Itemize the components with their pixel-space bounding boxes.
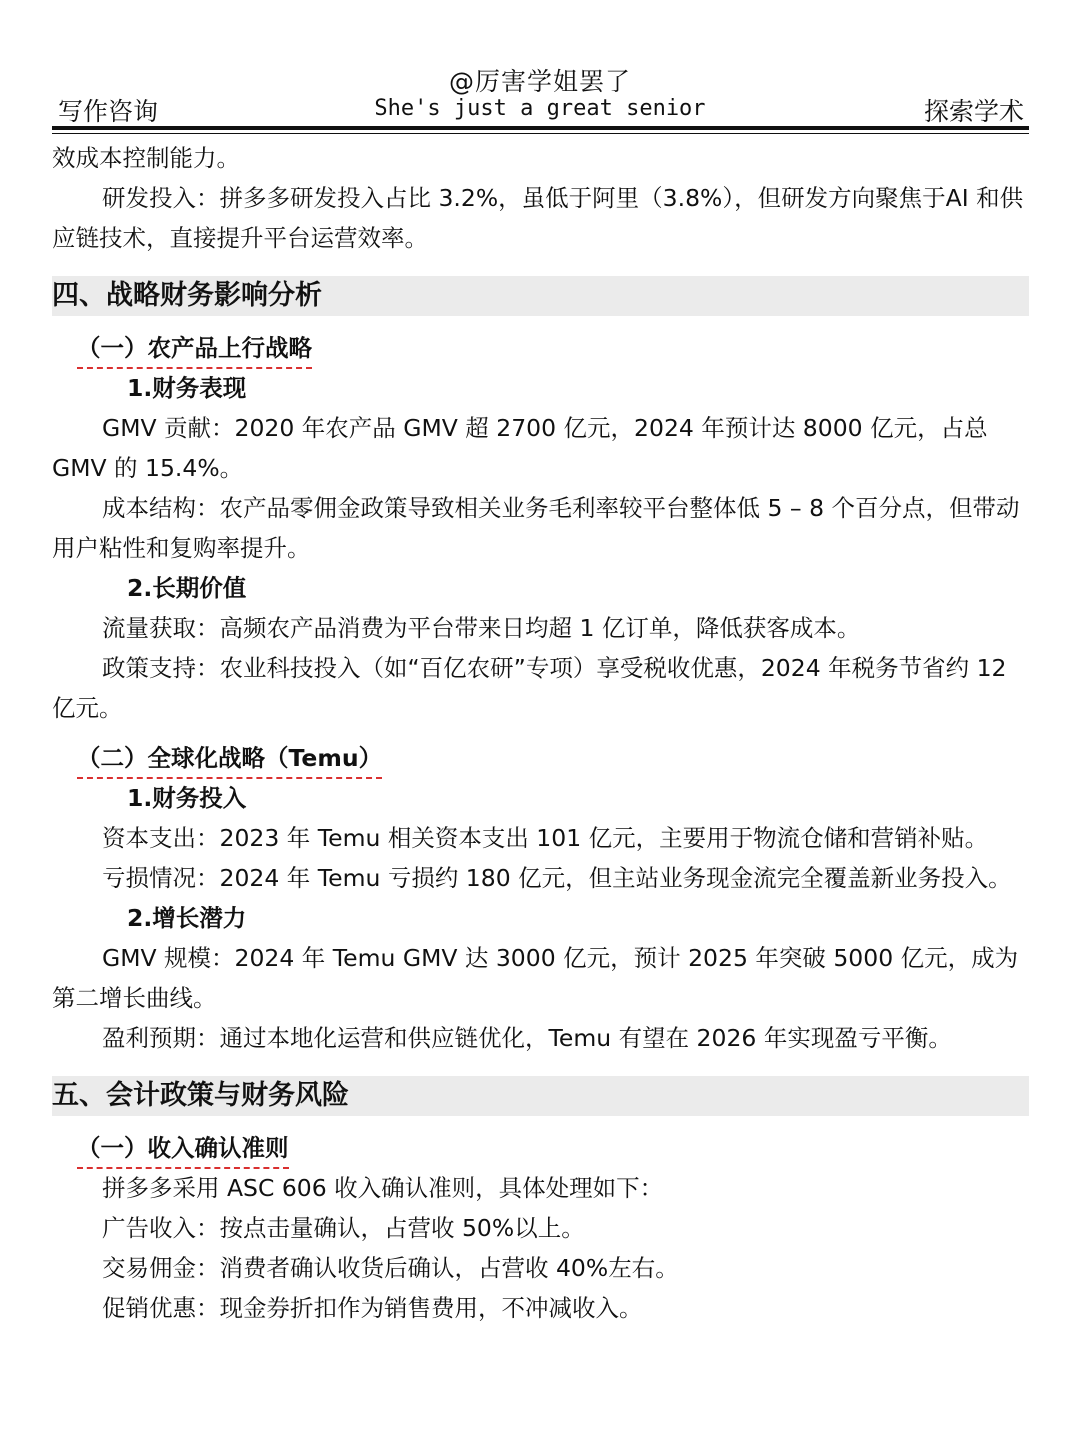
section-heading-4: 四、战略财务影响分析 [52,276,1029,316]
item-heading: 1.财务投入 [127,784,247,812]
subsection-heading: （二）全球化战略（Temu） [77,740,382,779]
item-heading: 2.增长潜力 [127,904,247,932]
paragraph-gmv-contribution: GMV 贡献：2020 年农产品 GMV 超 2700 亿元，2024 年预计达 8000 亿元，占总 GMV 的 15.4%。 [52,414,988,482]
header-tagline: She's just a great senior [374,96,706,121]
paragraph-promotion: 促销优惠：现金券折扣作为销售费用，不冲减收入。 [102,1294,643,1322]
header-right-label: 探索学术 [923,97,1024,126]
header-rule-thin [52,133,1029,134]
paragraph-loss: 亏损情况：2024 年 Temu 亏损约 180 亿元，但主站业务现金流完全覆盖新业务投入。 [102,864,1012,892]
item-heading: 1.财务表现 [127,374,247,402]
header-left-label: 写作咨询 [58,97,159,126]
document-body [52,138,1029,1328]
subsection-heading: （一）收入确认准则 [77,1130,289,1169]
paragraph-cost-structure: 成本结构：农产品零佣金政策导致相关业务毛利率较平台整体低 5 – 8 个百分点，但带动用户粘性和复购率提升。 [52,494,1020,562]
paragraph-capex: 资本支出：2023 年 Temu 相关资本支出 101 亿元，主要用于物流仓储和营销补贴。 [102,824,989,852]
subsection-heading: （一）农产品上行战略 [77,330,312,369]
section-heading-5: 五、会计政策与财务风险 [52,1076,1029,1116]
page-header [0,0,1080,140]
paragraph-revenue-intro: 拼多多采用 ASC 606 收入确认准则，具体处理如下： [102,1174,664,1202]
paragraph-rd-investment: 研发投入：拼多多研发投入占比 3.2%，虽低于阿里（3.8%），但研发方向聚焦于AI 和供应链技术，直接提升平台运营效率。 [52,184,1024,252]
paragraph: 效成本控制能力。 [52,144,240,172]
paragraph-policy: 政策支持：农业科技投入（如“百亿农研”专项）享受税收优惠，2024 年税务节省约 12 亿元。 [52,654,1007,722]
paragraph-commission: 交易佣金：消费者确认收货后确认，占营收 40%左右。 [102,1254,679,1282]
paragraph-profit-outlook: 盈利预期：通过本地化运营和供应链优化，Temu 有望在 2026 年实现盈亏平衡。 [102,1024,952,1052]
paragraph-ad-revenue: 广告收入：按点击量确认，占营收 50%以上。 [102,1214,585,1242]
item-heading: 2.长期价值 [127,574,247,602]
paragraph-temu-gmv: GMV 规模：2024 年 Temu GMV 达 3000 亿元，预计 2025 年突破 5000 亿元，成为第二增长曲线。 [52,944,1019,1012]
paragraph-traffic: 流量获取：高频农产品消费为平台带来日均超 1 亿订单，降低获客成本。 [102,614,861,642]
header-rule-thick [52,126,1029,130]
header-author: @厉害学姐罢了 [448,67,631,96]
